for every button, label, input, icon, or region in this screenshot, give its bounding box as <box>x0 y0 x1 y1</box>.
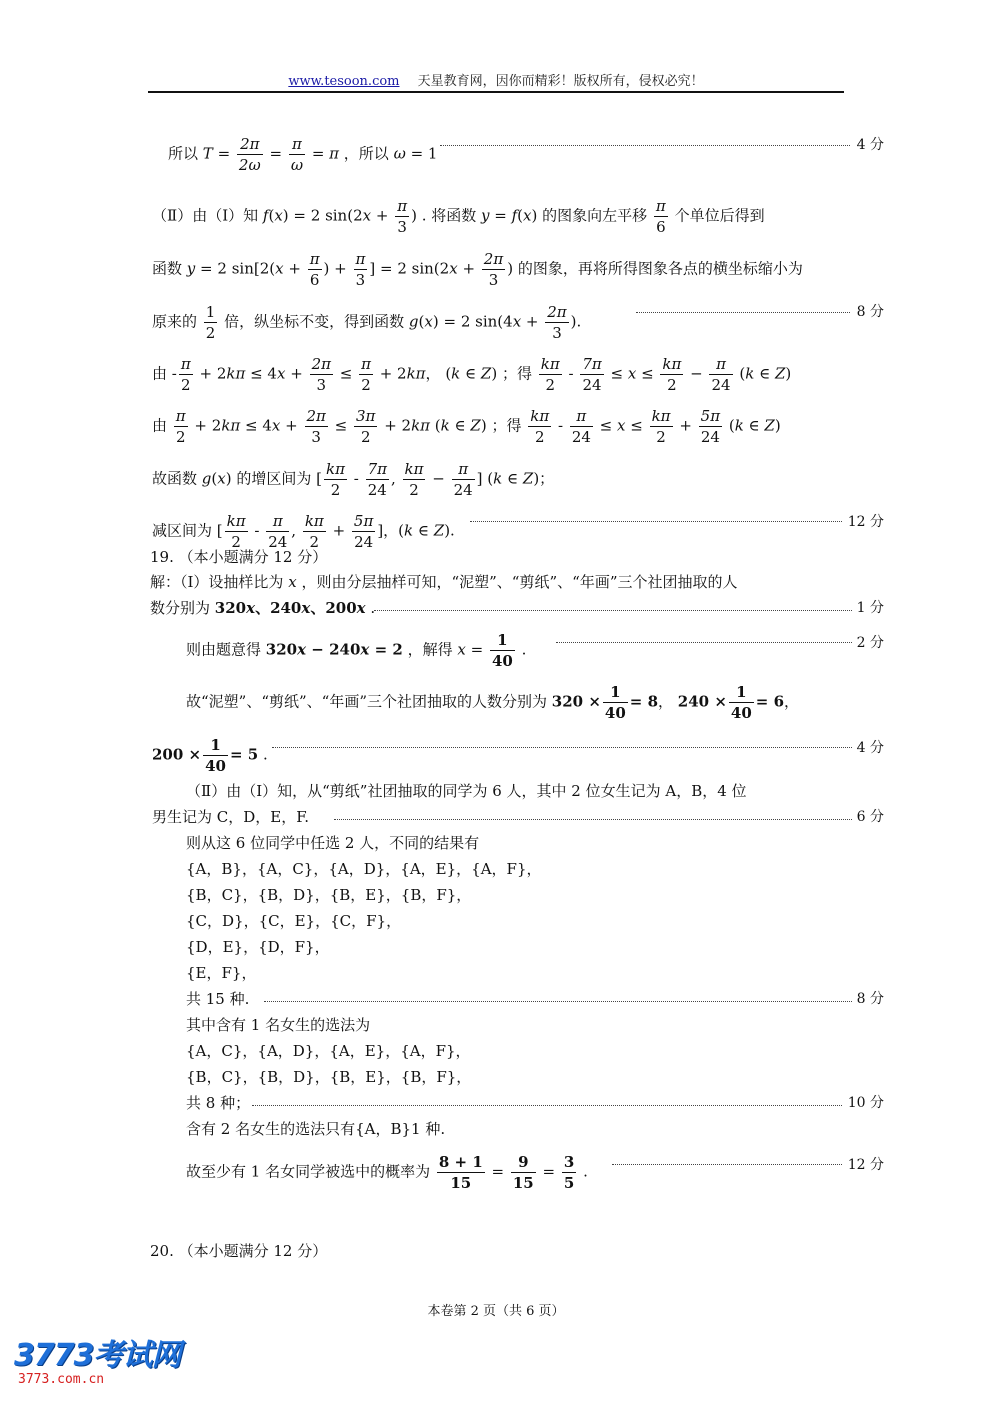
text: （Ⅱ）由（Ⅰ）知，从“剪纸”社团抽取的同学为 6 人，其中 2 位女生记为 A，B，4 位 <box>186 782 747 800</box>
score-label: 1 分 <box>856 600 884 616</box>
text: 函数 <box>152 259 183 278</box>
text: （Ⅱ）由（Ⅰ）知 <box>152 206 259 225</box>
site-logo[interactable] <box>14 1340 184 1390</box>
text: 则从这 6 位同学中任选 2 人，不同的结果有 <box>186 834 480 852</box>
score-label: 8 分 <box>856 991 884 1007</box>
score-label: 6 分 <box>856 809 884 825</box>
page-header <box>148 70 844 92</box>
text: {B，C}，{B，D}，{B，E}，{B，F}， <box>186 886 472 904</box>
text: {A，B}，{A，C}，{A，D}，{A，E}，{A，F}， <box>186 860 542 878</box>
text: 的图象向左平移 <box>542 206 648 225</box>
text: 故至少有 1 名女同学被选中的概率为 <box>186 1162 431 1181</box>
text: 男生记为 C，D，E，F. <box>152 808 310 826</box>
header-divider <box>148 91 844 93</box>
text: 减区间为 <box>152 521 213 540</box>
score-label: 2 分 <box>856 635 884 651</box>
text: 故函数 <box>152 469 198 488</box>
text: {D，E}，{D，F}， <box>186 938 330 956</box>
score-label: 12 分 <box>847 1157 884 1173</box>
text: 倍，纵坐标不变，得到函数 <box>224 312 405 331</box>
text: 个单位后得到 <box>674 206 765 225</box>
text: 则由题意得 <box>186 640 262 659</box>
text: {A，C}，{A，D}，{A，E}，{A，F}， <box>186 1042 471 1060</box>
text: 的图象，再将所得图象各点的横坐标缩小为 <box>517 259 803 278</box>
score-label: 10 分 <box>847 1095 884 1111</box>
text: ，解得 <box>407 640 453 659</box>
text: {E，F}， <box>186 964 257 982</box>
text: 其中含有 1 名女生的选法为 <box>186 1016 371 1034</box>
text: 由 <box>152 364 168 383</box>
score-label: 4 分 <box>856 740 884 756</box>
logo-brand: 3773考试网 <box>14 1338 181 1373</box>
text: 共 15 种. <box>186 990 250 1008</box>
text: 所以 <box>168 144 199 163</box>
text: ；得 <box>491 416 522 435</box>
text: {B，C}，{B，D}，{B，E}，{B，F}， <box>186 1068 472 1086</box>
text: 数分别为 <box>150 599 211 617</box>
text: 20. （本小题满分 12 分） <box>150 1242 328 1260</box>
text: 故“泥塑”、“剪纸”、“年画”三个社团抽取的人数分别为 <box>186 692 548 711</box>
logo-domain: 3773.com.cn <box>18 1372 105 1387</box>
text: 含有 2 名女生的选法只有{A，B}1 种. <box>186 1120 446 1138</box>
text: . 将函数 <box>421 206 477 225</box>
site-link[interactable]: www.tesoon.com <box>288 74 400 89</box>
page-number: 本卷第 2 页（共 6 页） <box>427 1304 565 1319</box>
text: 解：（Ⅰ）设抽样比为 <box>150 573 284 591</box>
page-footer <box>0 1300 992 1319</box>
text: 原来的 <box>152 312 198 331</box>
score-label: 12 分 <box>847 514 884 530</box>
text: 19. （本小题满分 12 分） <box>150 548 328 566</box>
score-label: 4 分 <box>856 137 884 153</box>
text: ，所以 <box>343 144 389 163</box>
score-label: 8 分 <box>856 304 884 320</box>
header-slogan: 天星教育网，因你而精彩！版权所有，侵权必究！ <box>417 74 704 89</box>
text: ；得 <box>501 364 532 383</box>
text: 共 8 种； <box>186 1094 251 1112</box>
text: 由 <box>152 416 168 435</box>
text: 的增区间为 <box>236 469 312 488</box>
text: ，则由分层抽样可知，“泥塑”、“剪纸”、“年画”三个社团抽取的人 <box>301 573 738 591</box>
text: {C，D}，{C，E}，{C，F}， <box>186 912 402 930</box>
